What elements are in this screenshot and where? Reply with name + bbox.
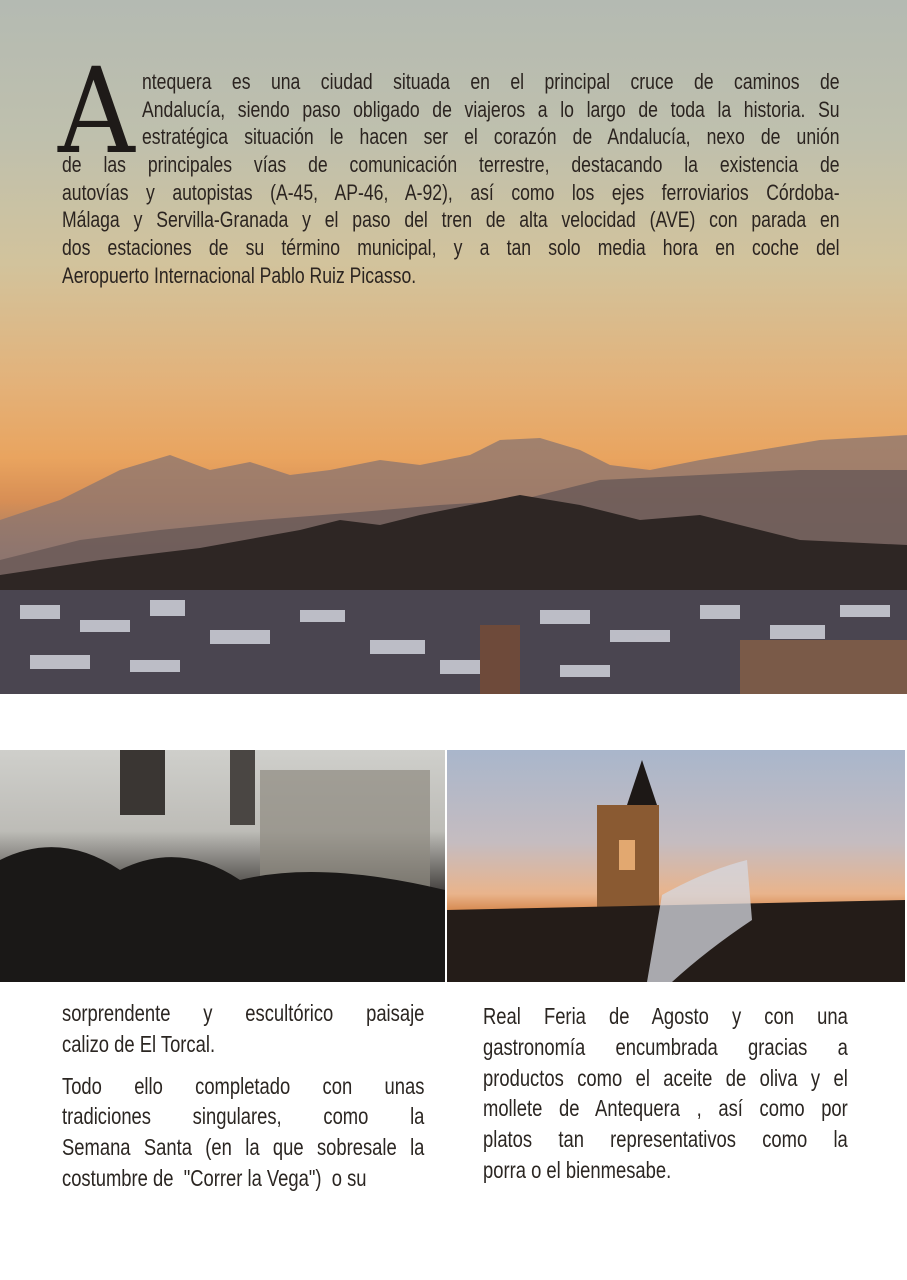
left-line: sorprendente y escultórico paisaje [62,1000,425,1026]
right-line: porra o el bienmesabe. [483,1157,672,1183]
intro-line: estratégica situación le hacen ser el corazón de Andalucía, nexo de unión [142,124,840,149]
left-line: calizo de El Torcal. [62,1031,216,1057]
bell-tower-sunset-photo [447,750,905,982]
intro-line: Andalucía, siendo paso obligado de viajeros a lo largo de toda la historia. Su [142,97,840,122]
right-line: platos tan representativos como la [483,1126,848,1152]
intro-line: ntequera es una ciudad situada en el principal cruce de caminos de [142,69,840,94]
left-line: Semana Santa (en la que sobresale la [62,1134,425,1160]
bell-tower-illustration [447,750,905,982]
right-line: gastronomía encumbrada gracias a [483,1034,848,1060]
right-line: Real Feria de Agosto y con una [483,1003,848,1029]
right-line: mollete de Antequera , así como por [483,1095,848,1121]
intro-line: Aeropuerto Internacional Pablo Ruiz Picasso. [62,263,417,288]
left-line: costumbre de "Correr la Vega") o su [62,1165,367,1191]
semana-santa-procession-photo [0,750,445,982]
intro-line: autovías y autopistas (A-45, AP-46, A-92), así como los ejes ferroviarios Córdoba- [62,180,840,205]
left-line: Todo ello completado con unas [62,1073,425,1099]
intro-line: Málaga y Servilla-Granada y el paso del tren de alta velocidad (AVE) con parada en [62,207,840,232]
procession-illustration [0,750,445,982]
left-line: tradiciones singulares, como la [62,1103,425,1129]
drop-cap: A [58,42,135,180]
intro-line: de las principales vías de comunicación terrestre, destacando la existencia de [62,152,840,177]
right-line: productos como el aceite de oliva y el [483,1065,848,1091]
intro-line: dos estaciones de su término municipal, y a tan solo media hora en coche del [62,235,840,260]
